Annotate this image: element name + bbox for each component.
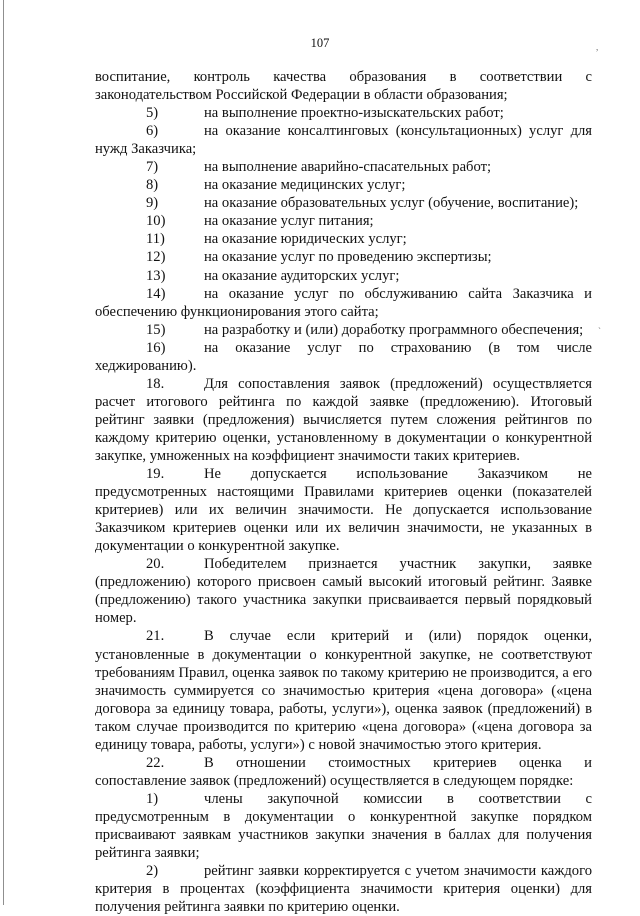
clause-text: В случае если критерий и (или) порядок оценки, установленные в документации о конкурентной закупке, не соответствуют требованиям Правил, оценка заявок по такому критерию не производится, а его значимость суммируется со значимостью критерия «цена договора» («цена договора за единицу товара, работы, услуги»), оценка заявок (предложений) в таком случае производится по критерию «цена договора» («цена договора за единицу товара, работы, услуги») с новой значимостью этого критерия.	[95, 628, 592, 753]
list-item-14	[95, 285, 592, 321]
list-item-number: 15)	[146, 321, 166, 338]
list-item-7	[95, 158, 592, 176]
subitem-text: рейтинг заявки корректируется с учетом значимости каждого критерия в процентах (коэффициента значимости критерия оценки) для получения рейтинга заявки по критерию оценки.	[95, 863, 592, 916]
list-item-number: 11)	[146, 231, 165, 248]
clause-text: В отношении стоимостных критериев оценка и сопоставление заявок (предложений) осуществляется в следующем порядке:	[95, 754, 592, 789]
list-item-text: на оказание услуг по страхованию (в том числе хеджированию).	[95, 339, 592, 374]
subitem-number: 1)	[146, 790, 159, 807]
list-item-number: 7)	[146, 159, 159, 176]
clause-text: Победителем признается участник закупки, заявке (предложению) которого присвоен самый высокий итоговый рейтинг. Заявке (предложению) такого участника закупки присваивается первый порядковый номер.	[95, 556, 592, 627]
list-item-number: 13)	[146, 267, 166, 284]
list-item-text: на разработку и (или) доработку программного обеспечения;	[204, 321, 584, 338]
list-item-text: на оказание консалтинговых (консультационных) услуг для нужд Заказчика;	[95, 123, 592, 158]
clause-number: 22.	[146, 754, 165, 771]
subitem-number: 2)	[146, 863, 159, 880]
clause-number: 21.	[146, 628, 165, 645]
list-item-10	[95, 212, 592, 230]
list-item-15	[95, 321, 592, 339]
list-item-number: 14)	[146, 285, 166, 302]
page-number: 107	[310, 36, 330, 50]
list-item-text: на оказание аудиторских услуг;	[204, 267, 400, 284]
list-item-9	[95, 194, 592, 212]
list-item-text: на оказание услуг по проведению экспертизы;	[204, 249, 492, 266]
list-item-number: 12)	[146, 249, 166, 266]
list-item-16	[95, 339, 592, 375]
subitem-2	[95, 862, 592, 916]
clause-number: 18.	[146, 375, 165, 392]
list-item-text: на выполнение проектно-изыскательских работ;	[204, 105, 504, 122]
list-item-8	[95, 176, 592, 194]
list-item-text: на оказание услуг питания;	[204, 213, 374, 230]
list-item-text: на оказание услуг по обслуживанию сайта Заказчика и обеспечению функционирования этого сайта;	[95, 285, 592, 320]
list-item-text: на оказание образовательных услуг (обучение, воспитание);	[204, 195, 579, 212]
list-item-6	[95, 122, 592, 158]
clause-number: 20.	[146, 556, 165, 573]
scan-speck: `	[598, 326, 601, 336]
clause-21	[95, 627, 592, 753]
list-item-13	[95, 267, 592, 285]
clause-19	[95, 465, 592, 555]
list-item-number: 10)	[146, 213, 166, 230]
clause-number: 19.	[146, 466, 165, 483]
clause-text: Для сопоставления заявок (предложений) осуществляется расчет итогового рейтинга по каждой заявке (предложению). Итоговый рейтинг заявки (предложения) вычисляется путем сложения рейтингов по каждому критерию оценки, установленному в документации о конкурентной закупке, умноженных на коэффициент значимости таких критериев.	[95, 375, 592, 464]
clause-22	[95, 754, 592, 790]
list-item-text: на оказание юридических услуг;	[204, 231, 407, 248]
scan-speck: ,	[596, 42, 599, 52]
document-body	[95, 68, 592, 916]
paragraph-continuation: воспитание, контроль качества образования в соответствии с законодательством Российской Федерации в области образования;	[95, 69, 592, 104]
list-item-number: 8)	[146, 177, 159, 194]
list-item-number: 16)	[146, 339, 166, 356]
list-item-12	[95, 248, 592, 266]
list-item-5	[95, 104, 592, 122]
list-item-text: на выполнение аварийно-спасательных работ;	[204, 159, 492, 176]
list-item-text: на оказание медицинских услуг;	[204, 177, 406, 194]
list-item-number: 6)	[146, 123, 159, 140]
clause-text: Не допускается использование Заказчиком не предусмотренных настоящими Правилами критериев оценки (показателей критериев) или их величин значимости. Не допускается использование Заказчиком критериев оценки или их величин значимости, не указанных в документации о конкурентной закупке.	[95, 466, 592, 555]
subitem-text: члены закупочной комиссии в соответствии с предусмотренным в документации о конкурентной закупке порядком присваивают заявкам участников закупки значения в баллах для получения рейтинга заявки;	[95, 790, 592, 862]
scan-edge-line	[3, 0, 4, 905]
list-item-number: 5)	[146, 105, 159, 122]
list-item-number: 9)	[146, 195, 159, 212]
list-item-11	[95, 230, 592, 248]
subitem-1	[95, 790, 592, 862]
clause-18	[95, 375, 592, 465]
clause-20	[95, 555, 592, 627]
